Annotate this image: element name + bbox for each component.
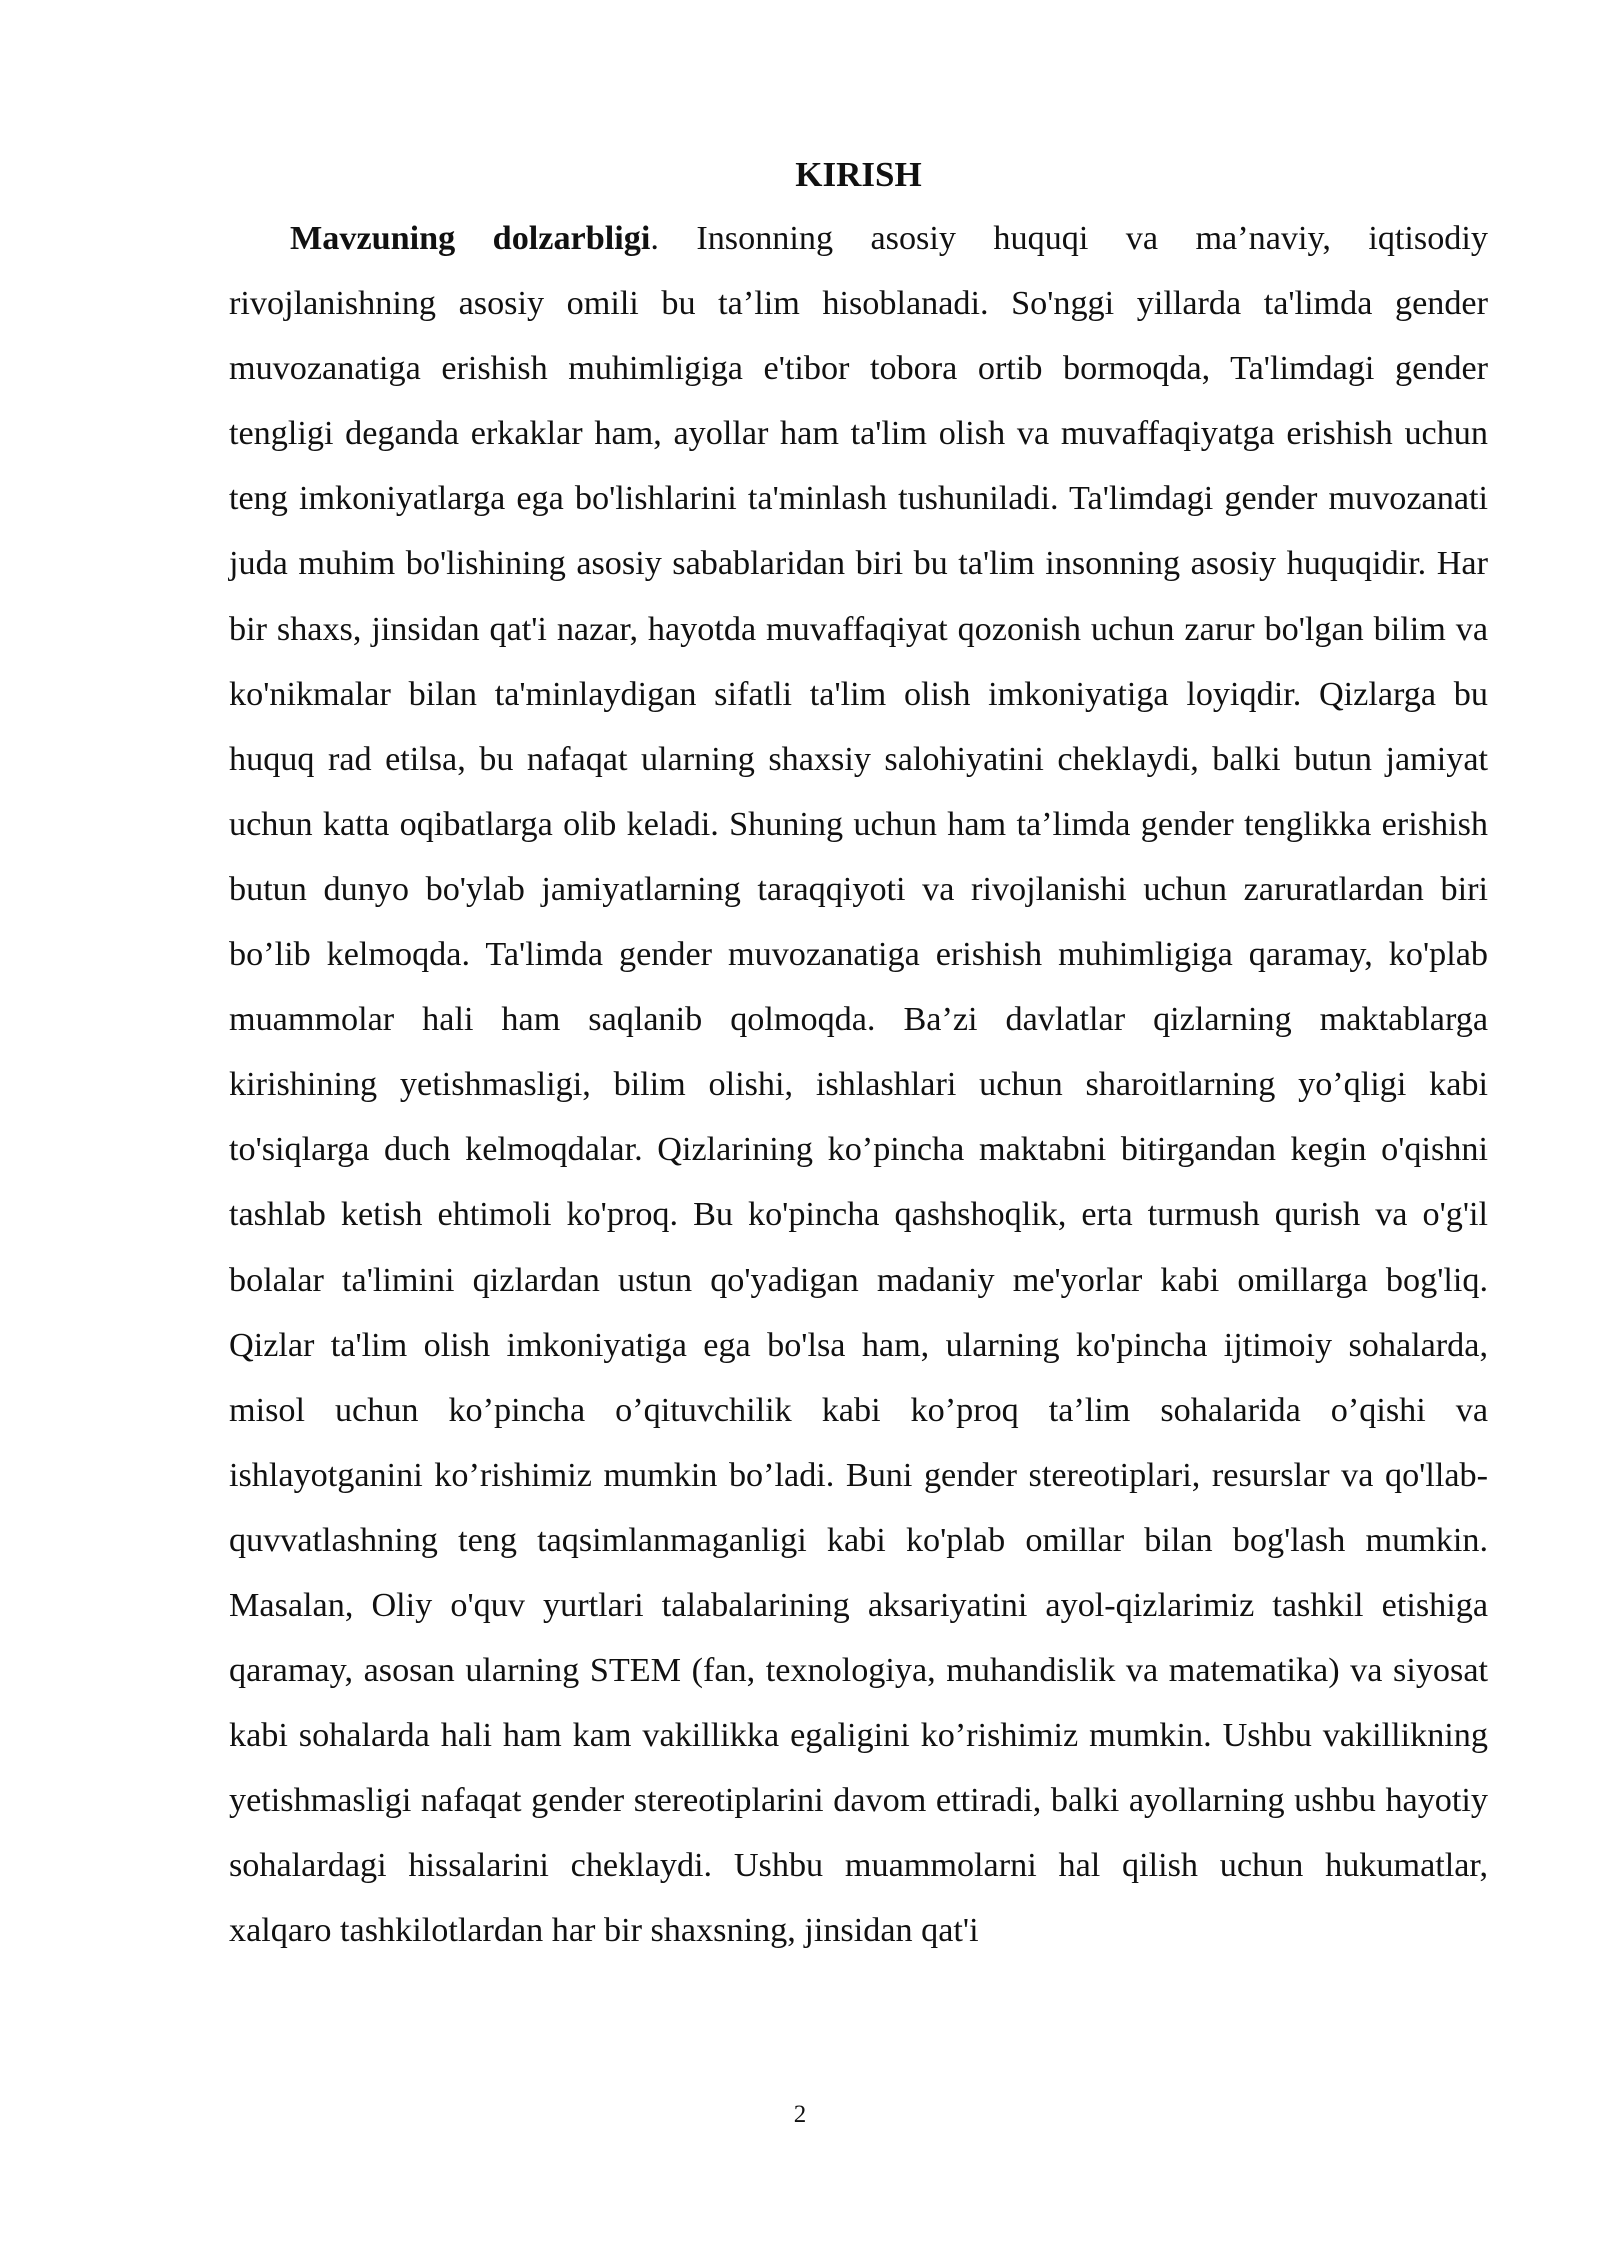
body-paragraph [229, 206, 1488, 1964]
page-number: 2 [793, 2101, 807, 2128]
paragraph-text: Insonning asosiy huquqi va ma’naviy, iqtisodiy rivojlanishning asosiy omili bu ta’lim hisoblanadi. So'nggi yillarda ta'limda gender muvozanatiga erishish muhimligiga e'tibor tobora ortib bormoqda, Ta'limdagi gender tengligi deganda erkaklar ham, ayollar ham ta'lim olish va muvaffaqiyatga erishish uchun teng imkoniyatlarga ega bo'lishlarini ta'minlash tushuniladi. Ta'limdagi gender muvozanati juda muhim bo'lishining asosiy sabablaridan biri bu ta'lim insonning asosiy huquqidir. Har bir shaxs, jinsidan qat'i nazar, hayotda muvaffaqiyat qozonish uchun zarur bo'lgan bilim va ko'nikmalar bilan ta'minlaydigan sifatli ta'lim olish imkoniyatiga loyiqdir. Qizlarga bu huquq rad etilsa, bu nafaqat ularning shaxsiy salohiyatini cheklaydi, balki butun jamiyat uchun katta oqibatlarga olib keladi. Shuning uchun ham ta’limda gender tenglikka erishish butun dunyo bo'ylab jamiyatlarning taraqqiyoti va rivojlanishi uchun zaruratlardan biri bo’lib kelmoqda. Ta'limda gender muvozanatiga erishish muhimligiga qaramay, ko'plab muammolar hali ham saqlanib qolmoqda. Ba’zi davlatlar qizlarning maktablarga kirishining yetishmasligi, bilim olishi, ishlashlari uchun sharoitlarning yo’qligi kabi to'siqlarga duch kelmoqdalar. Qizlarining ko’pincha maktabni bitirgandan kegin o'qishni tashlab ketish ehtimoli ko'proq. Bu ko'pincha qashshoqlik, erta turmush qurish va o'g'il bolalar ta'limini qizlardan ustun qo'yadigan madaniy me'yorlar kabi omillarga bog'liq. Qizlar ta'lim olish imkoniyatiga ega bo'lsa ham, ularning ko'pincha ijtimoiy sohalarda, misol uchun ko’pincha o’qituvchilik kabi ko’proq ta’lim sohalarida o’qishi va ishlayotganini ko’rishimiz mumkin bo’ladi. Buni gender stereotiplari, resurslar va qo'llab-quvvatlashning teng taqsimlanmaganligi kabi ko'plab omillar bilan bog'lash mumkin. Masalan, Oliy o'quv yurtlari talabalarining aksariyatini ayol-qizlarimiz tashkil etishiga qaramay, asosan ularning STEM (fan, texnologiya, muhandislik va matematika) va siyosat kabi sohalarda hali ham kam vakillikka egaligini ko’rishimiz mumkin. Ushbu vakillikning yetishmasligi nafaqat gender stereotiplarini davom ettiradi, balki ayollarning ushbu hayotiy sohalardagi hissalarini cheklaydi. Ushbu muammolarni hal qilish uchun hukumatlar, xalqaro tashkilotlardan har bir shaxsning, jinsidan qat'i [229, 220, 1488, 1950]
section-heading: KIRISH [795, 155, 922, 194]
paragraph-lead-term: Mavzuning dolzarbligi [290, 220, 651, 257]
paragraph-lead-punctuation: . [650, 220, 659, 257]
page-content [229, 150, 1488, 1964]
